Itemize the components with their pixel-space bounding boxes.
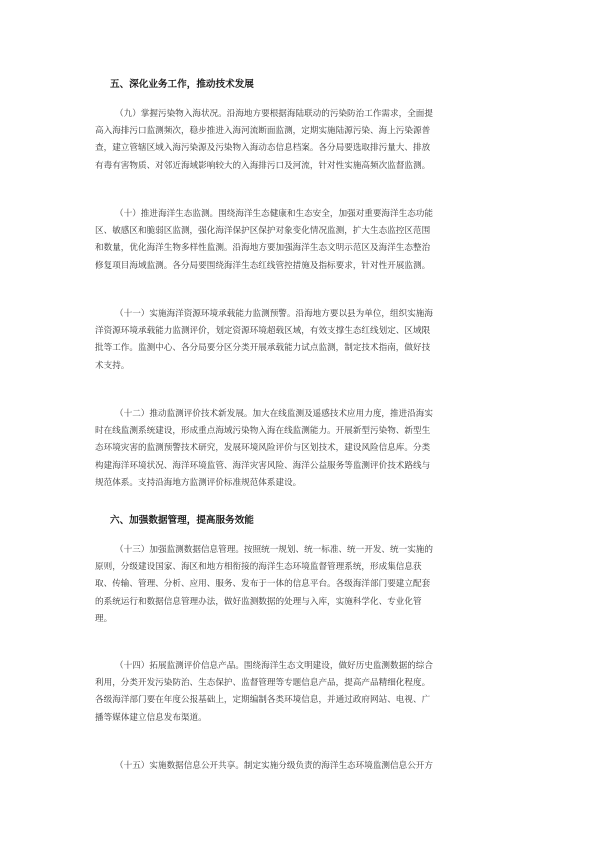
paragraph-line: 区、敏感区和脆弱区监测，强化海洋保护区保护对象变化情况监测，扩大生态监控区范围 (95, 226, 431, 237)
paragraph-line: 原则，分级建设国家、海区和地方相衔接的海洋生态环境监督管理系统，形成集信息获 (95, 562, 422, 573)
section-heading-6: 六、加强数据管理，提高服务效能 (110, 515, 254, 526)
paragraph-line: （十三）加强监测数据信息管理。按照统一规划、统一标准、统一开发、统一实施的 (115, 545, 433, 555)
paragraph-line: 利用，分类开发污染防治、生态保护、监督管理等专题信息产品，提高产品精细化程度。 (95, 678, 431, 689)
paragraph-13 (95, 542, 505, 628)
paragraph-line: 洋资源环境承载能力监测评价，划定资源环境超载区域，有效支撑生态红线划定、区域限 (95, 326, 431, 337)
paragraph-line: （十五）实施数据信息公开共享。制定实施分级负责的海洋生态环境监测信息公开方 (115, 761, 433, 771)
paragraph-line: （十）推进海洋生态监测。围绕海洋生态健康和生态安全，加强对重要海洋生态功能 (115, 209, 433, 219)
paragraph-line: 构建海洋环境状况、海洋环境监管、海洋灾害风险、海洋公益服务等监测评价技术路线与 (95, 460, 431, 471)
paragraph-line: 修复项目海域监测。各分局要围绕海洋生态红线管控措施及指标要求，针对性开展监测。 (95, 260, 431, 271)
paragraph-line: 各级海洋部门要在年度公报基础上，定期编制各类环境信息，并通过政府网站、电视、广 (95, 695, 431, 706)
paragraph-11 (95, 306, 505, 375)
paragraph-line: 规范体系。支持沿海地方监测评价标准规范体系建设。 (95, 477, 302, 488)
paragraph-line: （九）掌握污染物入海状况。沿海地方要根据海陆联动的污染防治工作需求，全面提 (115, 109, 433, 119)
paragraph-15 (95, 758, 505, 775)
paragraph-line: 有毒有害物质、对邻近海域影响较大的入海排污口及河流，针对性实施高频次监督监测。 (95, 160, 431, 171)
section-heading-5: 五、深化业务工作，推动技术发展 (110, 79, 254, 90)
paragraph-line: 查，建立管辖区域入海污染源及污染物入海动态信息档案。各分局要选取排污量大、排放 (95, 143, 431, 154)
paragraph-line: （十四）拓展监测评价信息产品。围绕海洋生态文明建设，做好历史监测数据的综合 (115, 661, 433, 671)
paragraph-line: 态环境灾害的监测预警技术研究，发展环境风险评价与区划技术，建设风险信息库。分类 (95, 443, 431, 454)
paragraph-14 (95, 658, 505, 727)
paragraph-line: 的系统运行和数据信息管理办法，做好监测数据的处理与入库，实施科学化、专业化管 (95, 596, 422, 607)
paragraph-line: 取、传输、管理、分析、应用、服务、发布于一体的信息平台。各级海洋部门要建立配套 (95, 579, 431, 590)
paragraph-10 (95, 206, 505, 275)
paragraph-line: 理。 (95, 613, 113, 624)
paragraph-line: （十一）实施海洋资源环境承载能力监测预警。沿海地方要以县为单位，组织实施海 (115, 309, 433, 319)
paragraph-line: 高入海排污口监测频次，稳步推进入海河流断面监测，定期实施陆源污染、海上污染源普 (95, 126, 431, 137)
paragraph-line: 术支持。 (95, 360, 130, 371)
paragraph-line: （十二）推动监测评价技术新发展。加大在线监测及遥感技术应用力度，推进沿海实 (115, 409, 433, 419)
paragraph-line: 和数量，优化海洋生物多样性监测。沿海地方要加强海洋生态文明示范区及海洋生态整治 (95, 243, 431, 254)
paragraph-line: 时在线监测系统建设，形成重点海域污染物入海在线监测能力。开展新型污染物、新型生 (95, 426, 431, 437)
paragraph-line: 播等媒体建立信息发布渠道。 (95, 712, 207, 723)
paragraph-9 (95, 106, 505, 175)
paragraph-12 (95, 406, 505, 492)
paragraph-line: 批等工作。监测中心、各分局要分区分类开展承载能力试点监测，制定技术指南，做好技 (95, 343, 431, 354)
